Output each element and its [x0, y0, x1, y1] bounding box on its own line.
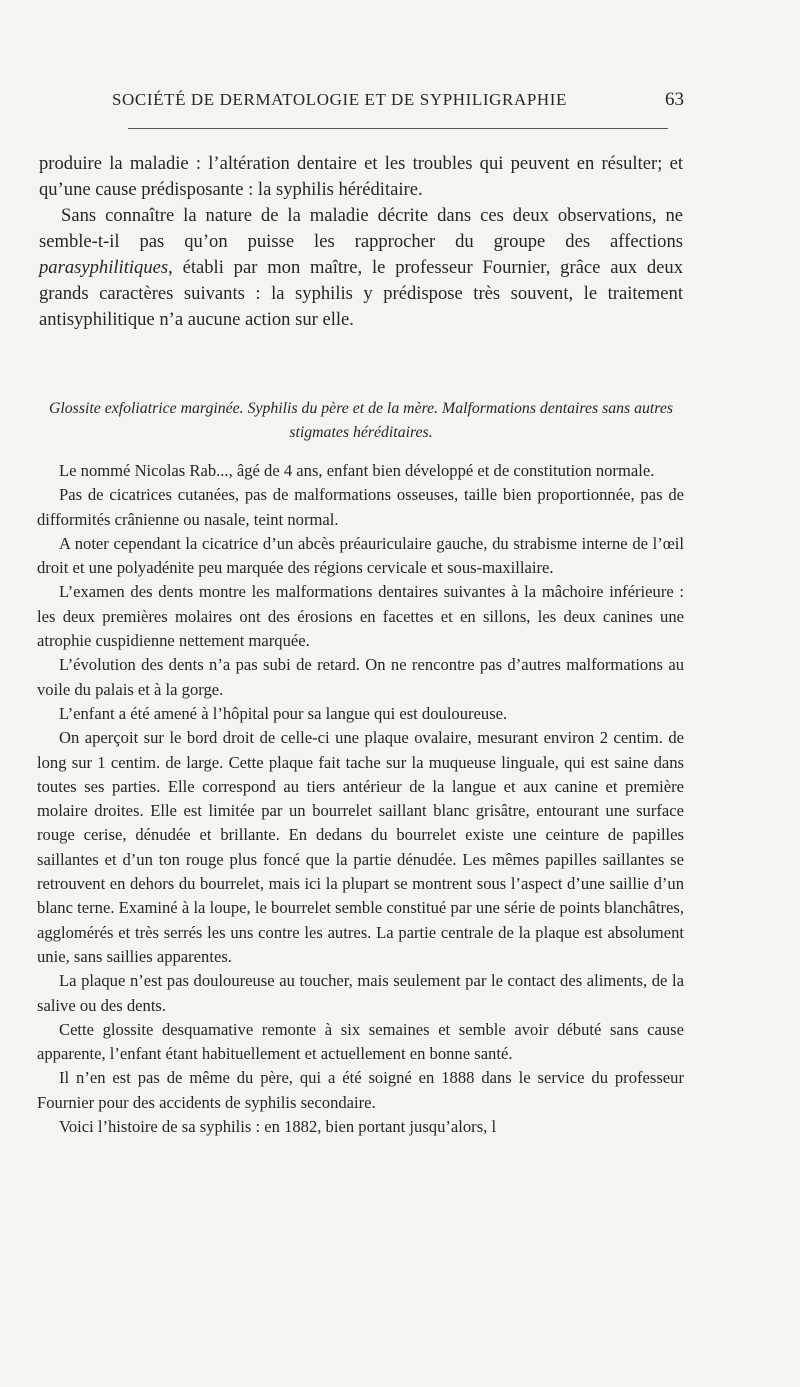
header-rule [128, 128, 668, 129]
case-paragraph: La plaque n’est pas douloureuse au toucher, mais seulement par le contact des aliments, de la salive ou des dents. [37, 971, 684, 1015]
italic-term: parasyphilitiques [39, 257, 169, 278]
case-title: Glossite exfoliatrice marginée. Syphilis du père et de la mère. Malformations dentaires sans autres stigmates héréditaires. [48, 400, 674, 441]
case-paragraph: Cette glossite desquamative remonte à six semaines et semble avoir débuté sans cause apparente, l’enfant étant habituellement et actuellement en bonne santé. [37, 1019, 684, 1064]
case-section [37, 459, 684, 1139]
case-paragraph: Le nommé Nicolas Rab..., âgé de 4 ans, enfant bien développé et de constitution normale. [59, 461, 655, 480]
intro-paragraph: produire la maladie : l’altération dentaire et les troubles qui peuvent en résulter; et qu’une cause prédisposante : la syphilis héréditaire. [39, 153, 683, 200]
intro-section [39, 151, 683, 333]
page-number: 63 [665, 89, 684, 110]
running-head: SOCIÉTÉ DE DERMATOLOGIE ET DE SYPHILIGRAPHIE [112, 90, 568, 109]
case-paragraph: Pas de cicatrices cutanées, pas de malformations osseuses, taille bien proportionnée, pas de difformités crânienne ou nasale, teint normal. [37, 485, 684, 529]
case-paragraph: A noter cependant la cicatrice d’un abcès préauriculaire gauche, du strabisme interne de l’œil droit et une polyadénite peu marquée des régions cervicale et sous-maxillaire. [37, 533, 684, 578]
case-paragraph: Voici l’histoire de sa syphilis : en 1882, bien portant jusqu’alors, l [59, 1117, 497, 1137]
case-paragraph: On aperçoit sur le bord droit de celle-ci une plaque ovalaire, mesurant environ 2 centim. de long sur 1 centim. de large. Cette plaque fait tache sur la muqueuse linguale, qui est saine dans toutes ses parties. Elle correspond au tiers antérieur de la langue et aux canine et première molaire droites. Elle est limitée par un bourrelet saillant blanc grisâtre, entourant une surface rouge cerise, dénudée et brillante. En dedans du bourrelet existe une ceinture de papilles saillantes et d’un ton rouge plus foncé que la partie dénudée. Les mêmes papilles saillantes se retrouvent en dehors du bourrelet, mais ici la plupart se montrent sous l’aspect d’une saillie d’un blanc terne. Examiné à la loupe, le bourrelet semble constitué par une série de points blanchâtres, agglomérés et très serrés les uns contre les autres. La partie centrale de la plaque est absolument unie, sans saillies apparentes. [37, 728, 684, 966]
intro-text: , établi par mon maître, le professeur Fournier, grâce aux deux grands caractères suivants : la syphilis y prédispose très souvent, le traitement antisyphilitique n’a aucune action sur elle. [39, 257, 683, 330]
case-paragraph: L’évolution des dents n’a pas subi de retard. On ne rencontre pas d’autres malformations au voile du palais et à la gorge. [37, 655, 684, 699]
intro-paragraph [39, 203, 683, 333]
case-paragraph: Il n’en est pas de même du père, qui a été soigné en 1888 dans le service du professeur Fournier pour des accidents de syphilis secondaire. [37, 1068, 684, 1112]
case-paragraph: L’enfant a été amené à l’hôpital pour sa langue qui est douloureuse. [59, 703, 508, 723]
intro-text: Sans connaître la nature de la maladie décrite dans ces deux observations, ne semble-t-il pas qu’on puisse les rapprocher du groupe des affections [39, 205, 683, 252]
page-header [112, 90, 684, 114]
case-paragraph: L’examen des dents montre les malformations dentaires suivantes à la mâchoire inférieure : les deux premières molaires ont des érosions en facettes et en sillons, les deux canines une atrophie cuspidienne nettement marquée. [37, 582, 684, 651]
